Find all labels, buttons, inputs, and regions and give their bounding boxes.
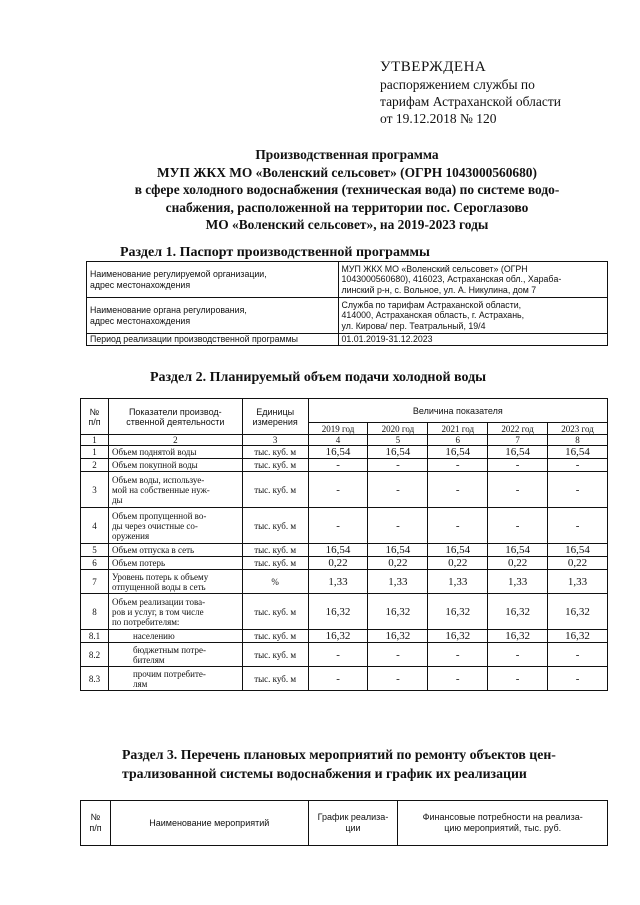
indicator-value: 0,22: [488, 557, 548, 570]
indicator-value: 16,32: [368, 594, 428, 630]
row-number: 1: [81, 446, 109, 459]
row-number: 2: [81, 459, 109, 472]
indicator-value: 16,32: [428, 630, 488, 643]
row-number: 6: [81, 557, 109, 570]
indicator-name: Уровень потерь к объему отпущенной воды в сеть: [108, 570, 242, 594]
indicator-name: Объем поднятой воды: [108, 446, 242, 459]
indicator-value: 0,22: [428, 557, 488, 570]
section3-heading-line: Раздел 3. Перечень плановых мероприятий по ремонту объектов цен-: [122, 747, 556, 762]
row-number: 4: [81, 508, 109, 544]
column-number-row: [81, 435, 608, 446]
row-number: 8.1: [81, 630, 109, 643]
title-line: в сфере холодного водоснабжения (техническая вода) по системе водо-: [134, 182, 560, 197]
indicator-unit: тыс. куб. м: [242, 459, 308, 472]
indicator-name: Объем реализации това- ров и услуг, в том числе по потребителям:: [108, 594, 242, 630]
header-finance: Финансовые потребности на реализа- цию мероприятий, тыс. руб.: [398, 801, 608, 846]
approval-line: от 19.12.2018 № 120: [380, 111, 497, 126]
indicator-value: -: [308, 643, 368, 667]
indicator-unit: %: [242, 570, 308, 594]
indicator-name: Объем потерь: [108, 557, 242, 570]
header-year: 2020 год: [368, 423, 428, 435]
indicator-value: 16,54: [368, 544, 428, 557]
passport-table: [86, 261, 608, 346]
indicator-value: -: [308, 667, 368, 691]
volume-table-body: [81, 446, 608, 691]
passport-value: Служба по тарифам Астраханской области, 414000, Астраханская область, г. Астрахань, ул. Кирова/ пер. Театральный, 19/4: [338, 298, 607, 334]
header-year: 2023 год: [548, 423, 608, 435]
passport-label: Период реализации производственной программы: [87, 334, 339, 346]
indicator-value: -: [428, 643, 488, 667]
passport-label: Наименование органа регулирования, адрес местонахождения: [87, 298, 339, 334]
row-number: 8.2: [81, 643, 109, 667]
indicator-value: 16,32: [548, 630, 608, 643]
indicator-value: 1,33: [308, 570, 368, 594]
indicator-value: 0,22: [548, 557, 608, 570]
indicator-value: 0,22: [368, 557, 428, 570]
table-row: [87, 262, 608, 298]
table-row: [87, 298, 608, 334]
indicator-value: 16,54: [548, 446, 608, 459]
indicator-value: -: [548, 643, 608, 667]
section3-heading: [90, 745, 620, 783]
document-title: [80, 146, 614, 234]
title-line: МО «Воленский сельсовет», на 2019-2023 годы: [205, 217, 489, 232]
indicator-unit: тыс. куб. м: [242, 643, 308, 667]
plan-table: [80, 800, 608, 846]
indicator-value: -: [488, 643, 548, 667]
indicator-value: 16,54: [368, 446, 428, 459]
table-row: [87, 334, 608, 346]
table-row: [81, 570, 608, 594]
section3-heading-line: трализованной системы водоснабжения и график их реализации: [122, 766, 527, 781]
table-row: [81, 667, 608, 691]
title-line: Производственная программа: [255, 147, 439, 162]
indicator-value: 16,54: [488, 544, 548, 557]
passport-label: Наименование регулируемой организации, адрес местонахождения: [87, 262, 339, 298]
indicator-name: бюджетным потре- бителям: [108, 643, 242, 667]
header-year: 2019 год: [308, 423, 368, 435]
indicator-value: 16,54: [308, 446, 368, 459]
row-number: 3: [81, 472, 109, 508]
indicator-value: -: [368, 508, 428, 544]
indicator-value: 16,32: [488, 594, 548, 630]
indicator-value: -: [428, 508, 488, 544]
indicator-name: Объем отпуска в сеть: [108, 544, 242, 557]
indicator-value: 16,32: [428, 594, 488, 630]
indicator-value: -: [548, 667, 608, 691]
col-number: 6: [428, 435, 488, 446]
indicator-name: прочим потребите- лям: [108, 667, 242, 691]
indicator-unit: тыс. куб. м: [242, 630, 308, 643]
col-number: 3: [242, 435, 308, 446]
passport-value: 01.01.2019-31.12.2023: [338, 334, 607, 346]
indicator-value: 16,32: [368, 630, 428, 643]
indicator-value: -: [488, 472, 548, 508]
table-row: [81, 508, 608, 544]
table-row: [81, 594, 608, 630]
header-num: № п/п: [81, 399, 109, 435]
indicator-value: -: [488, 508, 548, 544]
indicator-value: -: [368, 667, 428, 691]
indicator-value: -: [368, 643, 428, 667]
header-schedule: График реализа- ции: [308, 801, 398, 846]
table-row: [81, 643, 608, 667]
indicator-value: 16,32: [488, 630, 548, 643]
indicator-value: -: [548, 472, 608, 508]
indicator-value: -: [488, 667, 548, 691]
indicator-value: 16,32: [548, 594, 608, 630]
title-line: снабжения, расположенной на территории пос. Сероглазово: [165, 199, 529, 215]
indicator-value: 16,54: [428, 446, 488, 459]
section1-heading: Раздел 1. Паспорт производственной программы: [120, 245, 430, 260]
table-row: [81, 472, 608, 508]
indicator-unit: тыс. куб. м: [242, 667, 308, 691]
indicator-value: 16,54: [428, 544, 488, 557]
indicator-value: -: [548, 459, 608, 472]
indicator-value: 1,33: [428, 570, 488, 594]
indicator-value: -: [368, 472, 428, 508]
indicator-value: 1,33: [488, 570, 548, 594]
indicator-value: -: [548, 508, 608, 544]
indicator-value: 1,33: [368, 570, 428, 594]
table-row: [81, 446, 608, 459]
indicator-name: Объем воды, используе- мой на собственные нуж- ды: [108, 472, 242, 508]
header-year: 2021 год: [428, 423, 488, 435]
indicator-value: 16,54: [488, 446, 548, 459]
indicator-value: 16,32: [308, 594, 368, 630]
header-indicator: Показатели производ- ственной деятельности: [108, 399, 242, 435]
title-line: МУП ЖКХ МО «Воленский сельсовет» (ОГРН 1043000560680): [157, 164, 537, 180]
indicator-value: -: [428, 667, 488, 691]
table-header-row: [81, 801, 608, 846]
section2-heading: Раздел 2. Планируемый объем подачи холодной воды: [150, 370, 487, 385]
indicator-unit: тыс. куб. м: [242, 508, 308, 544]
indicator-value: -: [308, 472, 368, 508]
table-row: [81, 459, 608, 472]
passport-value: МУП ЖКХ МО «Воленский сельсовет» (ОГРН 1043000560680), 416023, Астраханская обл., Харабa- линский р-н, с. Вольное, ул. А. Никулина, дом 7: [338, 262, 607, 298]
row-number: 8.3: [81, 667, 109, 691]
table-row: [81, 544, 608, 557]
indicator-unit: тыс. куб. м: [242, 446, 308, 459]
approval-heading: УТВЕРЖДЕНА: [380, 59, 487, 75]
row-number: 5: [81, 544, 109, 557]
indicator-name: населению: [108, 630, 242, 643]
approval-line: распоряжением службы по: [380, 77, 535, 92]
col-number: 1: [81, 435, 109, 446]
table-row: [81, 557, 608, 570]
indicator-value: -: [308, 508, 368, 544]
header-measure-name: Наименование мероприятий: [110, 801, 308, 846]
indicator-unit: тыс. куб. м: [242, 472, 308, 508]
indicator-value: -: [428, 459, 488, 472]
col-number: 4: [308, 435, 368, 446]
row-number: 7: [81, 570, 109, 594]
indicator-unit: тыс. куб. м: [242, 544, 308, 557]
col-number: 7: [488, 435, 548, 446]
col-number: 5: [368, 435, 428, 446]
indicator-value: 16,32: [308, 630, 368, 643]
indicator-value: -: [428, 472, 488, 508]
indicator-value: -: [368, 459, 428, 472]
indicator-value: 16,54: [548, 544, 608, 557]
col-number: 8: [548, 435, 608, 446]
indicator-name: Объем пропущенной во- ды через очистные со- оружения: [108, 508, 242, 544]
row-number: 8: [81, 594, 109, 630]
indicator-unit: тыс. куб. м: [242, 557, 308, 570]
indicator-value: 0,22: [308, 557, 368, 570]
indicator-value: 16,54: [308, 544, 368, 557]
header-year: 2022 год: [488, 423, 548, 435]
col-number: 2: [108, 435, 242, 446]
indicator-value: -: [488, 459, 548, 472]
table-row: [81, 630, 608, 643]
approval-line: тарифам Астраханской области: [380, 94, 562, 109]
indicator-value: -: [308, 459, 368, 472]
header-num: № п/п: [81, 801, 111, 846]
indicator-name: Объем покупной воды: [108, 459, 242, 472]
table-header-row: [81, 399, 608, 423]
approval-stamp: [380, 58, 630, 127]
indicator-value: 1,33: [548, 570, 608, 594]
header-unit: Единицы измерения: [242, 399, 308, 435]
volume-table: [80, 398, 608, 691]
indicator-unit: тыс. куб. м: [242, 594, 308, 630]
header-value: Величина показателя: [308, 399, 607, 423]
